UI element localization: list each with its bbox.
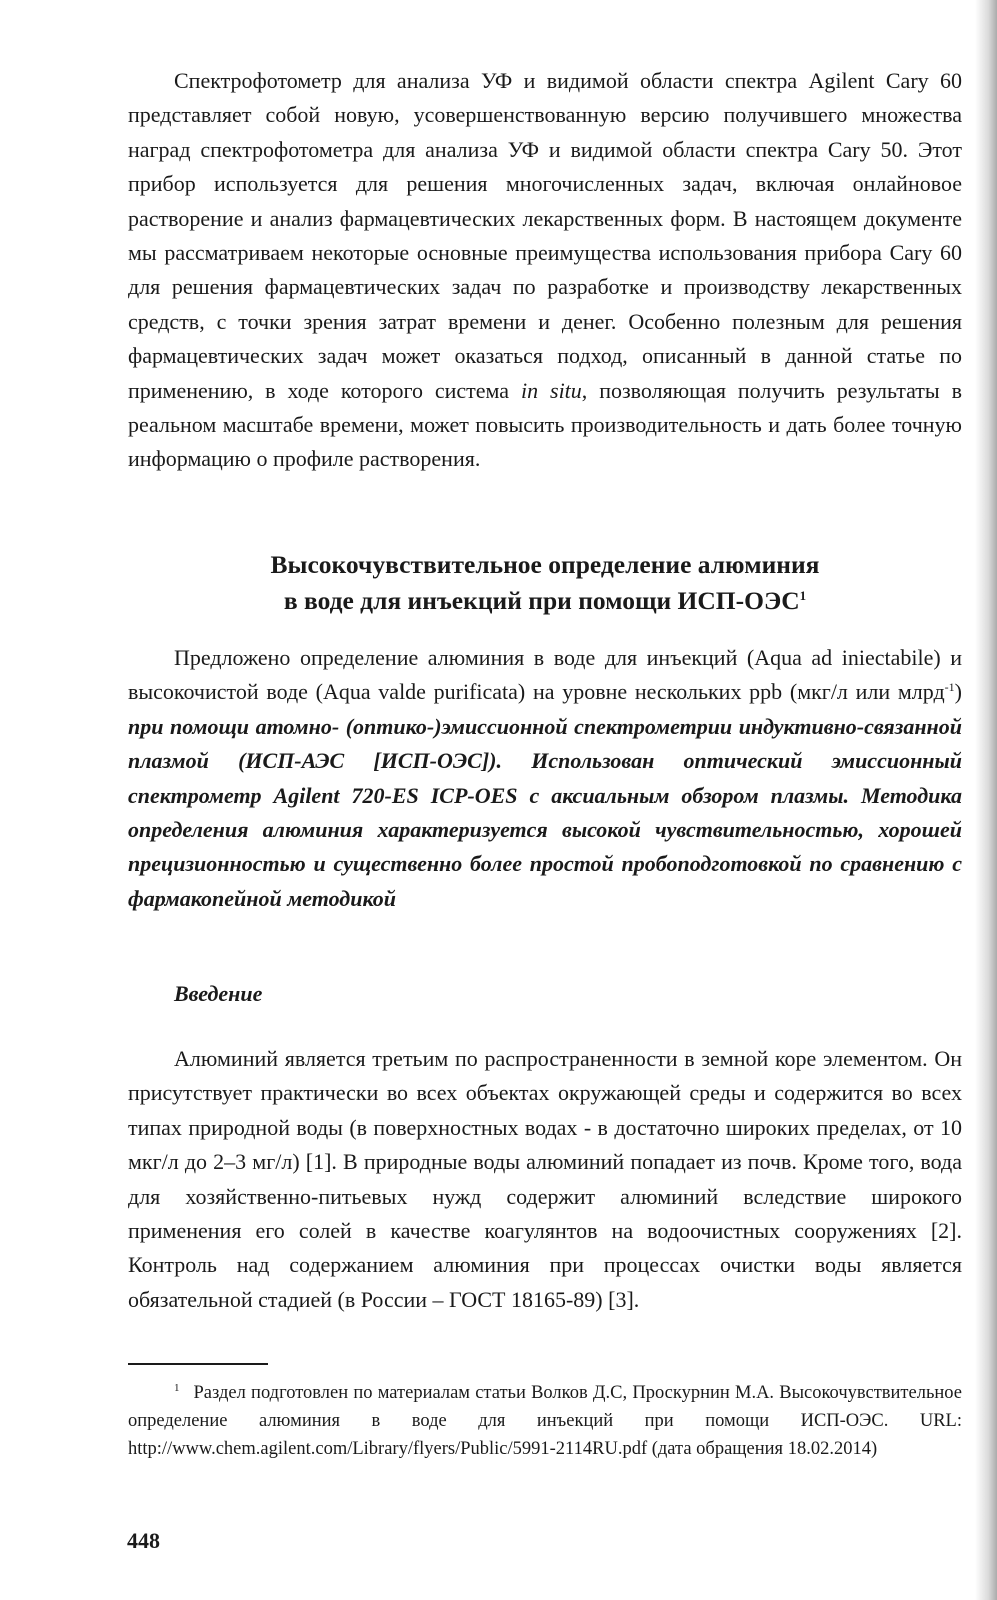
- section-heading-line-2: в воде для инъекций при помощи ИСП-ОЭС: [283, 586, 800, 615]
- paragraph-1-italic: in situ: [520, 377, 582, 403]
- footnote-mark: 1: [174, 1382, 180, 1394]
- intro-heading: Введение: [174, 981, 263, 1006]
- footnote-text: Раздел подготовлен по материалам статьи Волков Д.С, Проскурнин М.А. Высокочувствительное определение алюминия в воде для инъекций при помощи ИСП-ОЭС. URL: http://www.chem.agilent.com/Library/flyers/Public/5991-2114RU.pdf (дата обращения 18.02.2014): [128, 1383, 962, 1459]
- abstract-superscript: -1: [944, 680, 955, 695]
- footnote-divider: [128, 1363, 268, 1365]
- page-number: 448: [127, 1528, 160, 1553]
- section-heading-line-1: Высокочувствительное определение алюминия: [270, 550, 820, 579]
- section-heading-footnote-mark: 1: [799, 588, 807, 603]
- paragraph-cary-60: [128, 64, 962, 477]
- intro-paragraph-text: Алюминий является третьим по распространенности в земной коре элементом. Он присутствует практически во всех объектах окружающей среды и содержится во всех типах природной воды (в поверхностных водах - в достаточно широких пределах, от 10 мкг/л до 2–3 мг/л) [1]. В природные воды алюминий попадает из почв. Кроме того, вода для хозяйственно-питьевых нужд содержит алюминий вследствие широкого применения его солей в качестве коагулянтов на водоочистных сооружениях [2]. Контроль над содержанием алюминия при процессах очистки воды является обязательной стадией (в России – ГОСТ 18165-89) [3].: [128, 1046, 962, 1312]
- abstract-paragraph: [128, 641, 962, 916]
- footnote: [128, 1379, 962, 1463]
- abstract-plain-text: Предложено определение алюминия в воде для инъекций (Aqua ad iniectabile) и высокочистой воде (Aqua valde purificata) на уровне нескольких ppb (мкг/л или млрд: [128, 645, 962, 705]
- abstract-bold-italic-text: при помощи атомно- (оптико-)эмиссионной спектрометрии индуктивно-связанной плазмой (ИСП-АЭС [ИСП-ОЭС]). Использован оптический эмиссионный спектрометр Agilent 720-ES ICP-OES с аксиальным обзором плазмы. Методика определения алюминия характеризуется высокой чувствительностью, хорошей прецизионностью и существенно более простой пробоподготовкой по сравнению с фармакопейной методикой: [128, 713, 962, 911]
- section-heading: [128, 547, 962, 619]
- abstract-close-paren: ): [954, 679, 962, 705]
- paragraph-1-end: , позволяющая получить результаты в реальном масштабе времени, может повысить производительность и дать более точную информацию о профиле растворения.: [128, 377, 962, 472]
- binding-shadow: [975, 0, 997, 1600]
- paragraph-1-text: Спектрофотометр для анализа УФ и видимой области спектра Agilent Cary 60 представляет собой новую, усовершенствованную версию получившего множества наград спектрофотометра для анализа УФ и видимой области спектра Cary 50. Этот прибор используется для решения многочисленных задач, включая онлайновое растворение и анализ фармацевтических лекарственных форм. В настоящем документе мы рассматриваем некоторые основные преимущества использования прибора Cary 60 для решения фармацевтических задач по разработке и производству лекарственных средств, с точки зрения затрат времени и денег. Особенно полезным для решения фармацевтических задач может оказаться подход, описанный в данной статье по применению, в ходе которого система: [128, 68, 962, 403]
- intro-paragraph: [128, 1042, 962, 1317]
